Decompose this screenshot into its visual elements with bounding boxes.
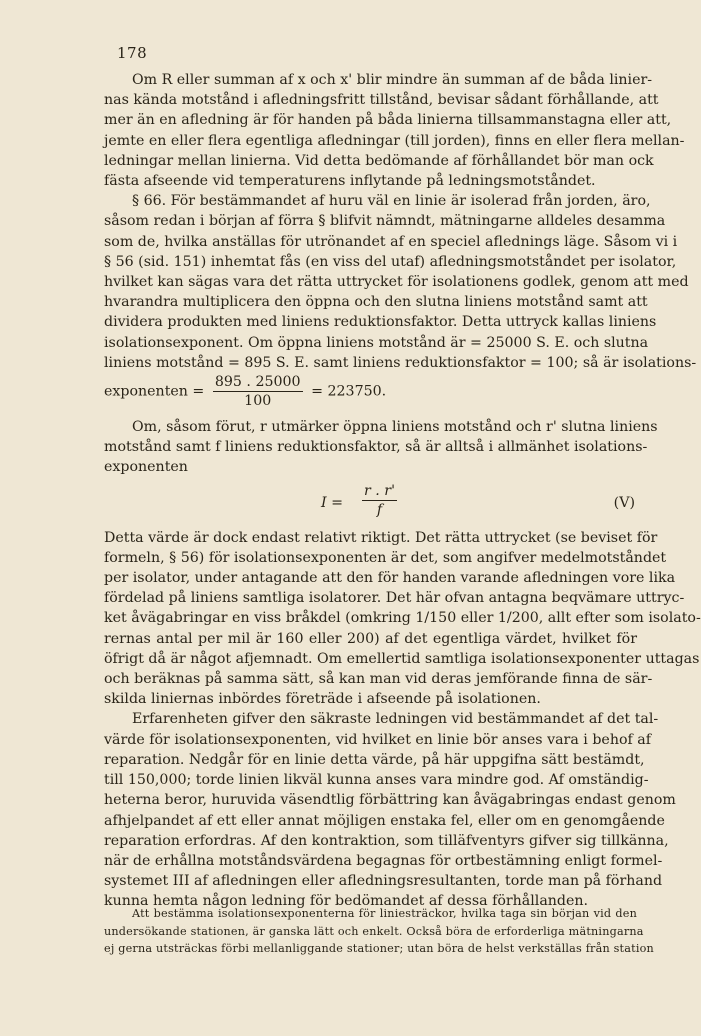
- text-line: rernas antal per mil är 160 eller 200) af det egentliga värdet, hvilket för: [104, 630, 637, 647]
- text-line: isolationsexponent. Om öppna liniens motstånd är = 25000 S. E. och slutna: [104, 334, 649, 351]
- text-line: värde för isolationsexponenten, vid hvilket en linie bör anses vara i behof af: [104, 731, 651, 748]
- equation-fraction: [213, 373, 303, 410]
- formula-lhs: I =: [321, 494, 344, 511]
- text-line: fördelad på liniens samtliga isolatorer. Det här ofvan antagna beqvämare uttryc-: [104, 590, 685, 607]
- formula-v: [104, 480, 637, 526]
- text-line: fästa afseende vid temperaturens inflytande på ledningsmotståndet.: [104, 173, 596, 190]
- equation-numerator: 895 . 25000: [214, 374, 301, 391]
- text-line: afhjelpandet af ett eller annat möjligen enstaka fel, eller om en genomgående: [104, 812, 665, 829]
- text-line: såsom redan i början af förra § blifvit nämndt, mätningarne alldeles desamma: [104, 213, 666, 230]
- footnote-line: Att bestämma isolationsexponenterna för liniesträckor, hvilka taga sin början vid den: [132, 907, 637, 920]
- equation-label: exponenten =: [104, 383, 205, 400]
- text-line: jemte en eller flera egentliga afledningar (till jorden), finns en eller flera mellan-: [104, 132, 685, 149]
- equation-isolation-exponent-example: [104, 373, 637, 417]
- page-number: 178: [117, 44, 148, 62]
- text-line: kunna hemta någon ledning för bedömandet af dessa förhållanden.: [104, 893, 589, 910]
- text-line: Detta värde är dock endast relativt riktigt. Det rätta uttrycket (se beviset för: [104, 529, 658, 546]
- text-line: liniens motstånd = 895 S. E. samt liniens reduktionsfaktor = 100; så är isolations-: [104, 354, 697, 371]
- formula-numerator: r . r': [364, 482, 395, 499]
- text-line: nas kända motstånd i afledningsfritt tillstånd, bevisar sådant förhållande, att: [104, 92, 659, 109]
- text-line: öfrigt då är något afjemnadt. Om emellertid samtliga isolationsexponenter uttagas: [104, 650, 700, 667]
- equation-denominator: 100: [244, 393, 272, 410]
- text-line: reparation erfordras. Af den kontraktion, som tilläfventyrs gifver sig tillkänna,: [104, 832, 669, 849]
- text-line: mer än en afledning är för handen på båda linierna tillsammanstagna eller att,: [104, 112, 672, 129]
- text-line: och beräknas på samma sätt, så kan man vid deras jemförande finna de sär-: [104, 671, 653, 688]
- footnote: [104, 905, 654, 958]
- text-line: ledningar mellan linierna. Vid detta bedömande af förhållandet bör man ock: [104, 152, 654, 169]
- text-line: när de erhållna motståndsvärdena begagnas för ortbestämning enligt formel-: [104, 852, 663, 869]
- text-line: skilda liniernas inbördes företräde i afseende på isolationen.: [104, 691, 541, 708]
- text-line: exponenten: [104, 459, 188, 476]
- equation-result: = 223750.: [311, 383, 387, 400]
- text-line: § 66. För bestämmandet af huru väl en linie är isolerad från jorden, äro,: [132, 193, 651, 210]
- text-line: § 56 (sid. 151) inhemtat fås (en viss del utaf) afledningsmotståndet per isolator,: [104, 253, 677, 270]
- text-line: hvarandra multiplicera den öppna och den slutna liniens motstånd samt att: [104, 294, 648, 311]
- text-line: Om R eller summan af x och x' blir mindre än summan af de båda linier-: [132, 72, 653, 88]
- text-line: systemet III af afledningen eller afledningsresultanten, torde man på förhand: [104, 873, 663, 890]
- text-line: hvilket kan sägas vara det rätta uttrycket för isolationens godlek, genom att med: [104, 274, 689, 291]
- footnote-line: undersökande stationen, är ganska lätt och enkelt. Också böra de erforderliga mätningarna: [104, 924, 644, 938]
- text-line: formeln, § 56) för isolationsexponenten är det, som angifver medelmotståndet: [104, 549, 667, 566]
- text-line: Erfarenheten gifver den säkraste ledningen vid bestämmandet af det tal-: [132, 711, 659, 728]
- formula-denominator: f: [376, 501, 383, 518]
- text-line: till 150,000; torde linien likväl kunna anses vara mindre god. Af omständig-: [104, 772, 649, 789]
- text-line: reparation. Nedgår för en linie detta värde, på här uppgifna sätt bestämdt,: [104, 751, 645, 768]
- text-line: som de, hvilka anställas för utrönandet af en speciel aflednings läge. Såsom vi i: [104, 233, 678, 250]
- text-line: Om, såsom förut, r utmärker öppna liniens motstånd och r' slutna liniens: [132, 419, 658, 436]
- body-text: [104, 70, 701, 912]
- formula-fraction: [362, 482, 397, 519]
- text-line: per isolator, under antagande att den för handen varande afledningen vore lika: [104, 570, 676, 587]
- text-line: motstånd samt f liniens reduktionsfaktor, så är alltså i allmänhet isolations-: [104, 439, 648, 456]
- text-line: heterna beror, huruvida väsendtlig förbättring kan åvägabringas endast genom: [104, 792, 676, 809]
- text-line: ket åvägabringar en viss bråkdel (omkring 1/150 eller 1/200, allt efter som isolato-: [104, 610, 701, 627]
- text-line: dividera produkten med liniens reduktionsfaktor. Detta uttryck kallas liniens: [104, 314, 657, 331]
- footnote-line: ej gerna utsträckas förbi mellanliggande stationer; utan böra de helst verkställas från station: [104, 942, 654, 955]
- formula-tag: (V): [613, 494, 635, 511]
